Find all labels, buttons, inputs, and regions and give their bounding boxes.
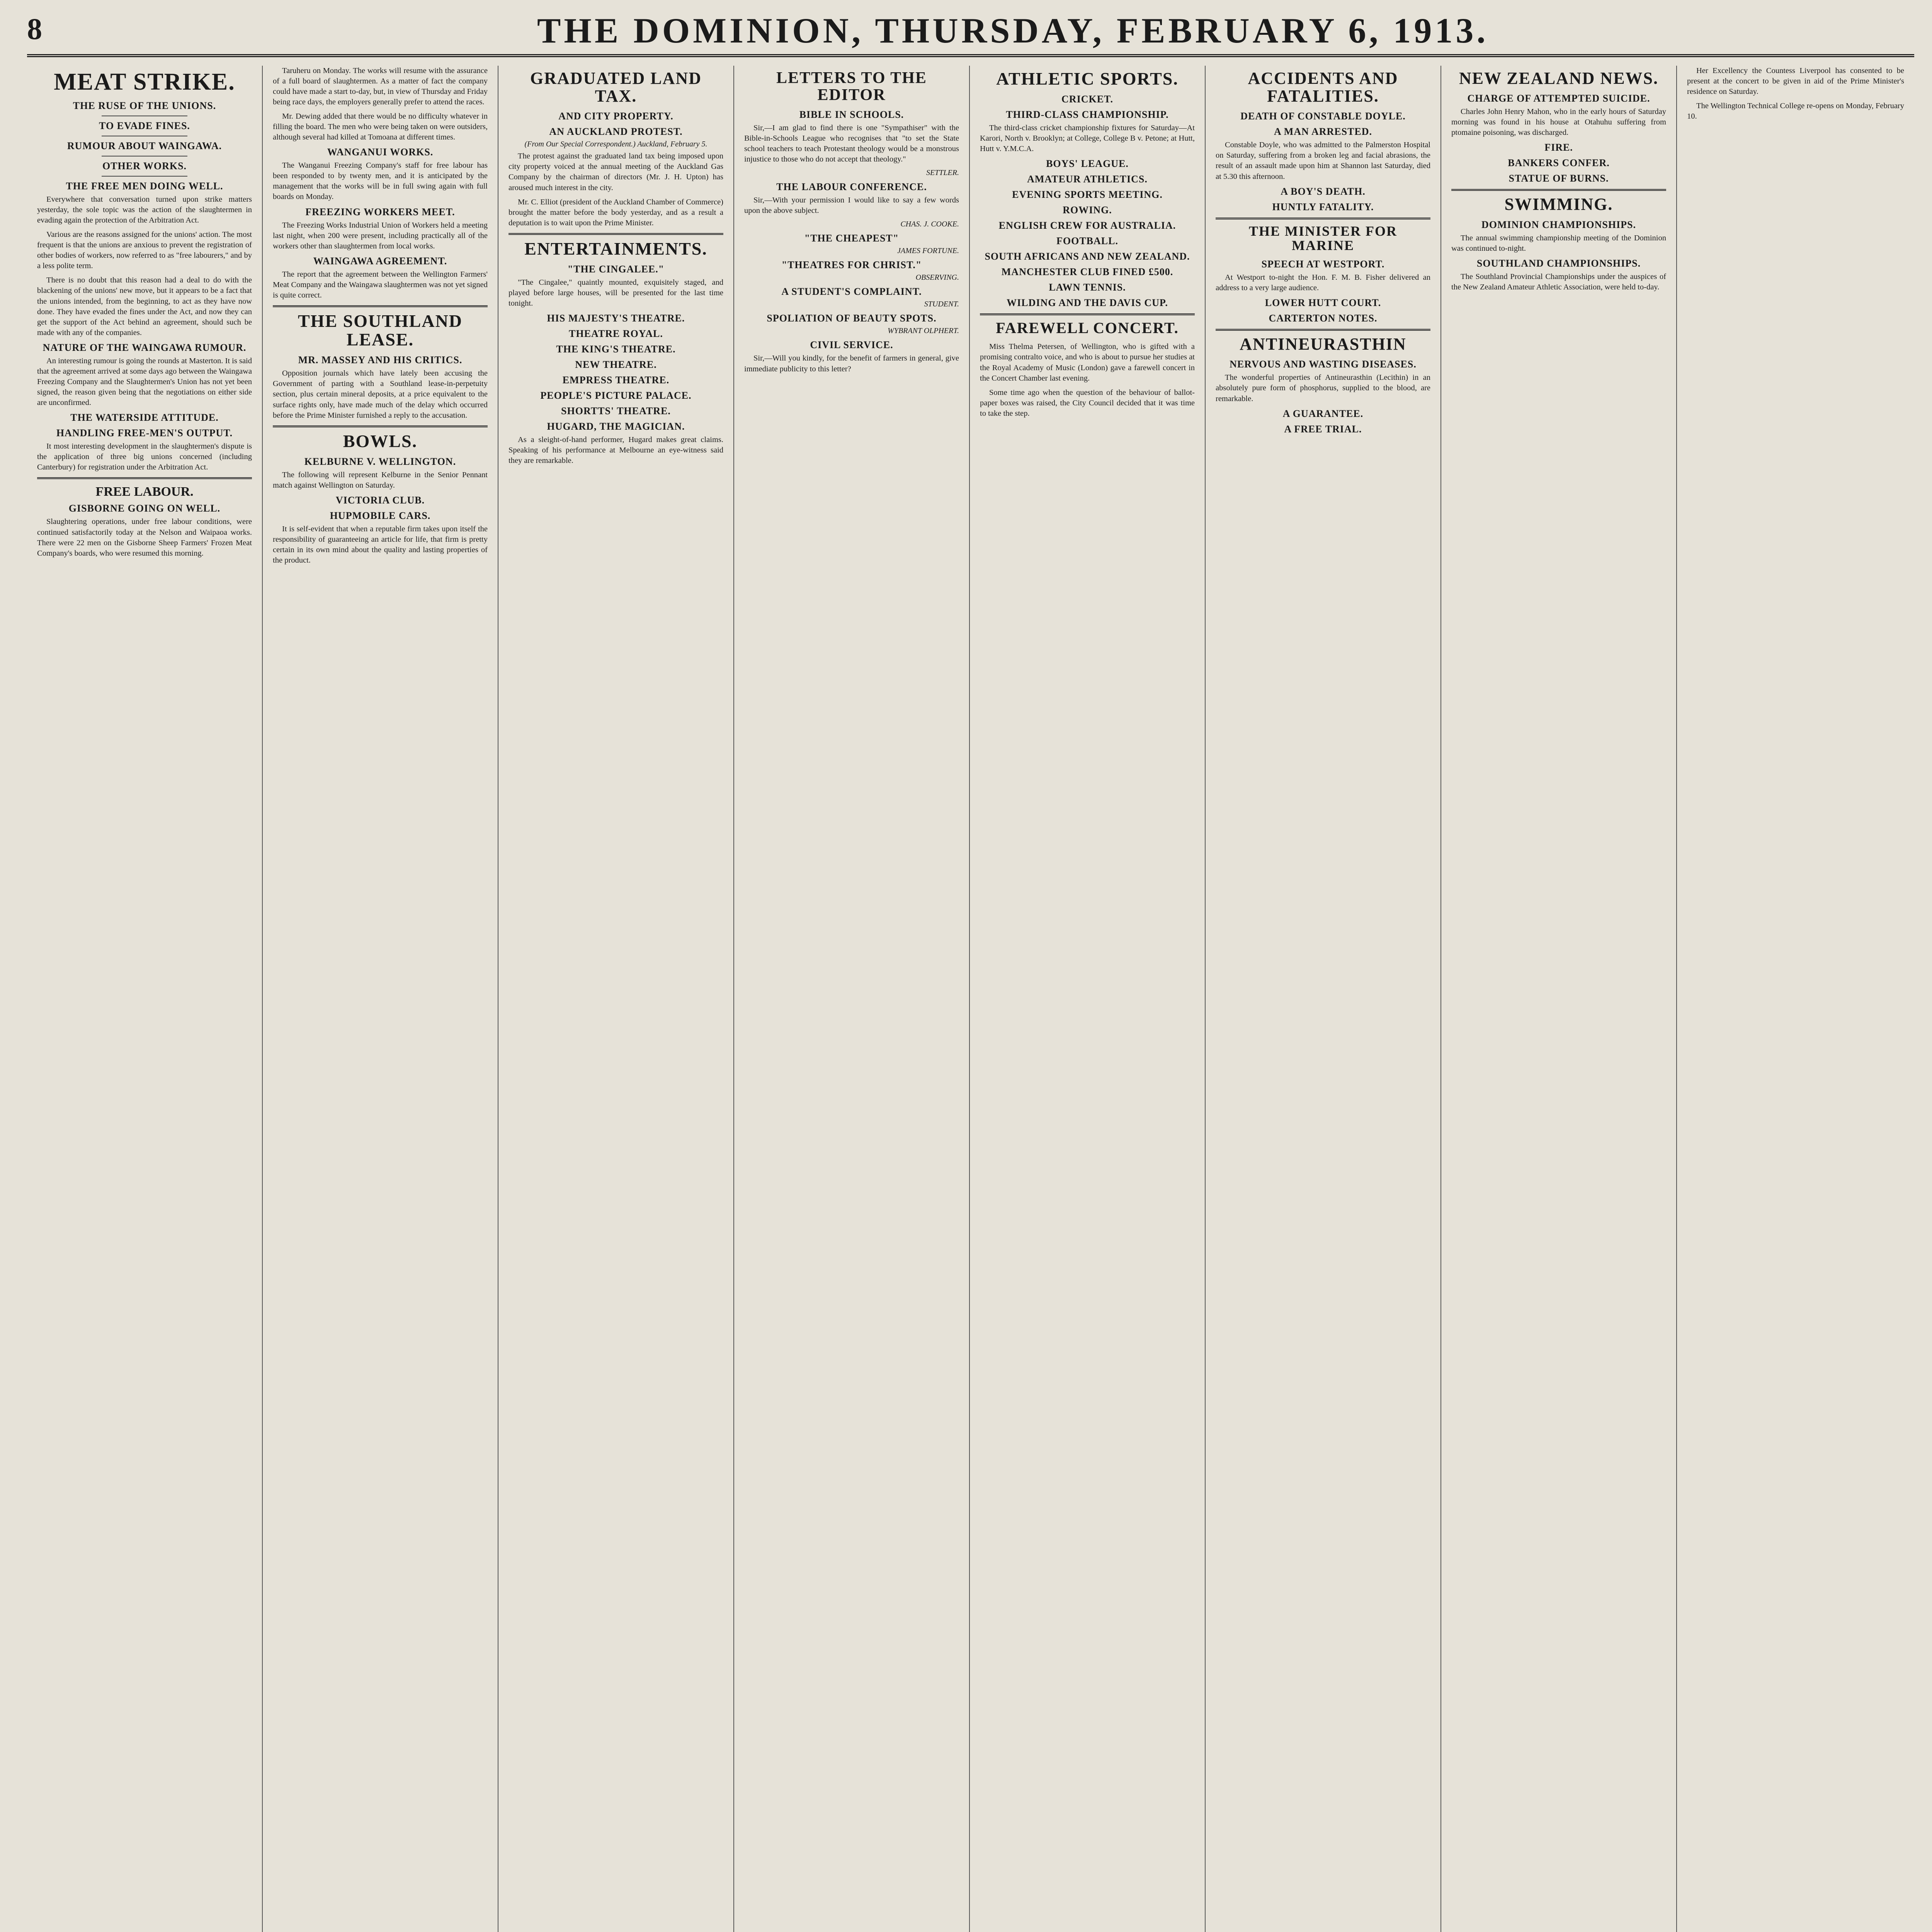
- paragraph: The protest against the graduated land tax being imposed upon city property voiced at the annual meeting of the Auckland Gas Company by the chairman of directors (Mr. J. H. Upton) has aroused much interest in the city.: [509, 152, 723, 192]
- dateline: (From Our Special Correspondent.) Auckland, February 5.: [524, 140, 707, 149]
- subhead: A GUARANTEE.: [1282, 408, 1364, 419]
- headline-swimming: SWIMMING.: [1504, 195, 1613, 214]
- subhead: ENGLISH CREW FOR AUSTRALIA.: [998, 220, 1176, 231]
- page-number: 8: [27, 12, 42, 46]
- subhead: HUPMOBILE CARS.: [330, 510, 431, 522]
- subhead: KELBURNE V. WELLINGTON.: [304, 456, 456, 467]
- paragraph: Some time ago when the question of the behaviour of ballot-paper boxes was raised, the City Council decided that it was time to take the step.: [980, 388, 1195, 418]
- columns: [27, 66, 1914, 1932]
- paragraph: Her Excellency the Countess Liverpool has consented to be present at the concert to be given in aid of the Prime Minister's residence on Saturday.: [1687, 66, 1904, 96]
- headline-letters: LETTERS TO THE EDITOR: [776, 69, 927, 104]
- signature: WYBRANT OLPHERT.: [888, 327, 959, 335]
- subhead: HANDLING FREE-MEN'S OUTPUT.: [56, 427, 233, 439]
- column-3: [498, 66, 734, 1932]
- column-4: [734, 66, 970, 1932]
- deck: RUMOUR ABOUT WAINGAWA.: [67, 140, 222, 152]
- subhead: BOYS' LEAGUE.: [1046, 158, 1129, 170]
- column-7: [1441, 66, 1677, 1932]
- paragraph: Constable Doyle, who was admitted to the Palmerston Hospital on Saturday, suffering from a broken leg and facial abrasions, the result of an assault made upon him at Shannon last Saturday, died at 5.30 this afternoon.: [1216, 141, 1430, 181]
- subhead: EMPRESS THEATRE.: [562, 374, 670, 386]
- subhead: NEW THEATRE.: [575, 359, 657, 371]
- subhead: FREEZING WORKERS MEET.: [305, 206, 455, 218]
- subhead: "THE CINGALEE.": [567, 264, 665, 275]
- subhead: A FREE TRIAL.: [1284, 423, 1362, 435]
- subhead: "THE CHEAPEST": [804, 233, 899, 244]
- column-1: [27, 66, 263, 1932]
- headline-graduated-land-tax: GRADUATED LAND TAX.: [530, 69, 702, 106]
- subhead: GISBORNE GOING ON WELL.: [68, 503, 221, 514]
- subhead: CRICKET.: [1061, 94, 1113, 105]
- paragraph: Sir,—With your permission I would like to say a few words upon the above subject.: [744, 196, 959, 215]
- subhead: FOOTBALL.: [1056, 235, 1118, 247]
- headline-minister-for-marine: THE MINISTER FOR MARINE: [1248, 223, 1398, 253]
- column-8: [1677, 66, 1914, 1932]
- subhead: SHORTTS' THEATRE.: [561, 405, 671, 417]
- paragraph: The Wanganui Freezing Company's staff for free labour has been responded to by twenty men, and it is anticipated by the management that the works will be in full swing again with full boards on Monday.: [273, 161, 488, 201]
- paragraph: Mr. Dewing added that there would be no difficulty whatever in filling the board. The men who were being taken on were outsiders, although several had killed at Tomoana at different times.: [273, 112, 488, 142]
- paragraph: The third-class cricket championship fixtures for Saturday—At Karori, North v. Brooklyn; at College, College B v. Petone; at Hutt, Hutt v. Y.M.C.A.: [980, 124, 1195, 153]
- subhead: THE KING'S THEATRE.: [556, 344, 676, 355]
- deck: THE FREE MEN DOING WELL.: [66, 180, 223, 192]
- subhead: WAINGAWA AGREEMENT.: [313, 255, 447, 267]
- column-6: [1206, 66, 1441, 1932]
- newspaper-title: THE DOMINION, THURSDAY, FEBRUARY 6, 1913.: [537, 11, 1489, 50]
- signature: CHAS. J. COOKE.: [900, 220, 959, 229]
- subhead: A STUDENT'S COMPLAINT.: [781, 286, 922, 298]
- subhead: SPOLIATION OF BEAUTY SPOTS.: [767, 313, 937, 324]
- headline-new-zealand-news: NEW ZEALAND NEWS.: [1459, 69, 1659, 88]
- subhead: THE LABOUR CONFERENCE.: [776, 181, 927, 193]
- subhead: ROWING.: [1063, 204, 1112, 216]
- headline-free-labour: FREE LABOUR.: [95, 485, 194, 499]
- paragraph: Mr. C. Elliot (president of the Auckland Chamber of Commerce) brought the matter before the body yesterday, and as a result a deputation is to wait upon the Prime Minister.: [509, 197, 723, 227]
- paragraph: Sir,—I am glad to find there is one "Sympathiser" with the Bible-in-Schools League who recognises that "to set the State school teachers to teach Protestant theology would be a monstrous injustice to those who do not accept that theology.": [744, 124, 959, 164]
- subhead: SPEECH AT WESTPORT.: [1261, 259, 1385, 270]
- signature: JAMES FORTUNE.: [897, 247, 959, 255]
- paragraph: Sir,—Will you kindly, for the benefit of farmers in general, give immediate publicity to this letter?: [744, 354, 959, 373]
- subhead: A BOY'S DEATH.: [1281, 185, 1366, 197]
- deck: THE RUSE OF THE UNIONS.: [73, 100, 216, 112]
- subhead: LAWN TENNIS.: [1049, 282, 1126, 293]
- subhead: THEATRE ROYAL.: [569, 328, 663, 340]
- subhead: HUNTLY FATALITY.: [1272, 201, 1374, 213]
- deck: AND CITY PROPERTY.: [558, 111, 673, 122]
- deck: OTHER WORKS.: [102, 160, 187, 172]
- subhead: FIRE.: [1544, 142, 1573, 153]
- headline-meat-strike: MEAT STRIKE.: [54, 69, 235, 95]
- subhead: CHARGE OF ATTEMPTED SUICIDE.: [1467, 93, 1650, 104]
- subhead: THE WATERSIDE ATTITUDE.: [70, 412, 219, 423]
- paragraph: Slaughtering operations, under free labour conditions, were continued satisfactorily today at the Nelson and Waipaoa works. There were 22 men on the Gisborne Sheep Farmers' Frozen Meat Company's boards, who were resumed this morning.: [37, 517, 252, 558]
- paragraph: Charles John Henry Mahon, who in the early hours of Saturday morning was found in his house at Otahuhu suffering from ptomaine poisoning, was discharged.: [1451, 107, 1666, 137]
- subhead: CIVIL SERVICE.: [810, 339, 893, 351]
- headline-antineurasthin: ANTINEURASTHIN: [1240, 335, 1406, 354]
- subhead: WANGANUI WORKS.: [327, 146, 434, 158]
- subhead: "THEATRES FOR CHRIST.": [781, 259, 922, 271]
- headline-southland-lease: THE SOUTHLAND LEASE.: [298, 311, 463, 350]
- subhead: PEOPLE'S PICTURE PALACE.: [540, 390, 692, 401]
- subhead: STATUE OF BURNS.: [1509, 173, 1609, 184]
- subhead: LOWER HUTT COURT.: [1265, 297, 1381, 309]
- paragraph: Taruheru on Monday. The works will resume with the assurance of a full board of slaughtermen. As a matter of fact the company could have made a start to-day, but, in view of Thursday and Friday being race days, the employers generally prefer to attend the races.: [273, 66, 488, 107]
- deck: AN AUCKLAND PROTEST.: [549, 126, 683, 138]
- signature: OBSERVING.: [915, 273, 959, 282]
- subhead: A MAN ARRESTED.: [1274, 126, 1372, 138]
- paragraph: Various are the reasons assigned for the unions' action. The most frequent is that the unions are anxious to prevent the registration of other bodies of workers, now referred to as "free labourers," and by a less polite term.: [37, 230, 252, 270]
- subhead: DOMINION CHAMPIONSHIPS.: [1481, 219, 1636, 230]
- subhead: EVENING SPORTS MEETING.: [1012, 189, 1163, 201]
- column-2: [263, 66, 498, 1932]
- paragraph: The following will represent Kelburne in the Senior Pennant match against Wellington on Saturday.: [273, 470, 488, 490]
- headline-bowls: BOWLS.: [343, 431, 418, 451]
- paragraph: As a sleight-of-hand performer, Hugard makes great claims. Speaking of his performance at Melbourne an eye-witness said they are remarkable.: [509, 435, 723, 465]
- subhead: MANCHESTER CLUB FINED £500.: [1001, 266, 1173, 278]
- signature: SETTLER.: [926, 168, 959, 177]
- subhead: CARTERTON NOTES.: [1269, 313, 1378, 324]
- subhead: NATURE OF THE WAINGAWA RUMOUR.: [43, 342, 247, 353]
- paragraph: An interesting rumour is going the rounds at Masterton. It is said that the agreement arrived at some days ago between the Waingawa Freezing Company and the Slaughtermen's Union has not yet been signed, the reason given being that the negotiations on either side are unconfirmed.: [37, 356, 252, 407]
- subhead: WILDING AND THE DAVIS CUP.: [1007, 297, 1168, 309]
- paragraph: Everywhere that conversation turned upon strike matters yesterday, the sole topic was the action of the slaughtermen in evading again the protection of the Arbitration Act.: [37, 195, 252, 225]
- subhead: THIRD-CLASS CHAMPIONSHIP.: [1006, 109, 1169, 121]
- subhead: AMATEUR ATHLETICS.: [1027, 173, 1148, 185]
- paragraph: Miss Thelma Petersen, of Wellington, who is gifted with a promising contralto voice, and who is about to pursue her studies at the Royal Academy of Music (London) gave a farewell concert in the Concert Chamber last evening.: [980, 342, 1195, 383]
- column-5: [970, 66, 1206, 1932]
- paragraph: It is self-evident that when a reputable firm takes upon itself the responsibility of guaranteeing an article for life, that firm is pretty certain in its own mind about the quality and lasting properties of the product.: [273, 525, 488, 565]
- headline-accidents: ACCIDENTS AND FATALITIES.: [1248, 69, 1398, 106]
- paragraph: The annual swimming championship meeting of the Dominion was continued to-night.: [1451, 233, 1666, 253]
- signature: STUDENT.: [924, 300, 959, 309]
- subhead: DEATH OF CONSTABLE DOYLE.: [1240, 111, 1406, 122]
- paragraph: At Westport to-night the Hon. F. M. B. Fisher delivered an address to a very large audience.: [1216, 273, 1430, 293]
- subhead: HUGARD, THE MAGICIAN.: [547, 421, 685, 432]
- headline-entertainments: ENTERTAINMENTS.: [524, 238, 707, 259]
- subhead: BANKERS CONFER.: [1508, 157, 1610, 169]
- paragraph: "The Cingalee," quaintly mounted, exquisitely staged, and played before large houses, will be presented for the last time tonight.: [509, 278, 723, 308]
- paragraph: There is no doubt that this reason had a deal to do with the blackening of the unions' new move, but it appears to be a fact that the unions intended, from the beginning, to act as they have now done. They have evaded the fines under the Act, and now they can get the support of the Act behind an agreement, should such be made with any of the companies.: [37, 276, 252, 337]
- paragraph: The Wellington Technical College re-opens on Monday, February 10.: [1687, 102, 1904, 121]
- paragraph: The wonderful properties of Antineurasthin (Lecithin) in an absolutely pure form of phosphorus, supplied to the blood, are remarkable.: [1216, 373, 1430, 403]
- paragraph: Opposition journals which have lately been accusing the Government of parting with a Southland lease-in-perpetuity section, plus certain mineral deposits, at a price equivalent to the surface rights only, have made much of the delay which occurred before the Prime Minister furnished a reply to the accusation.: [273, 369, 488, 420]
- subhead: SOUTH AFRICANS AND NEW ZEALAND.: [985, 251, 1190, 262]
- paragraph: The report that the agreement between the Wellington Farmers' Meat Company and the Waingawa slaughtermen was not yet signed is quite correct.: [273, 270, 488, 299]
- deck: TO EVADE FINES.: [99, 120, 190, 132]
- paragraph: The Southland Provincial Championships under the auspices of the New Zealand Amateur Athletic Association, were held to-day.: [1451, 272, 1666, 291]
- subhead: VICTORIA CLUB.: [335, 495, 425, 506]
- subhead: BIBLE IN SCHOOLS.: [799, 109, 904, 121]
- headline-athletic-sports: ATHLETIC SPORTS.: [996, 69, 1179, 88]
- subhead: MR. MASSEY AND HIS CRITICS.: [298, 354, 463, 366]
- subhead: HIS MAJESTY'S THEATRE.: [547, 313, 685, 324]
- masthead: [27, 9, 1914, 57]
- subhead: NERVOUS AND WASTING DISEASES.: [1230, 359, 1417, 370]
- subhead: SOUTHLAND CHAMPIONSHIPS.: [1476, 257, 1641, 269]
- paragraph: It most interesting development in the slaughtermen's dispute is the application of three big unions concerned (including Canterbury) for registration under the Arbitration Act.: [37, 442, 252, 472]
- headline-farewell-concert: FAREWELL CONCERT.: [996, 319, 1179, 337]
- paragraph: The Freezing Works Industrial Union of Workers held a meeting last night, when 200 were present, including practically all of the workers other than slaughtermen from local works.: [273, 221, 488, 250]
